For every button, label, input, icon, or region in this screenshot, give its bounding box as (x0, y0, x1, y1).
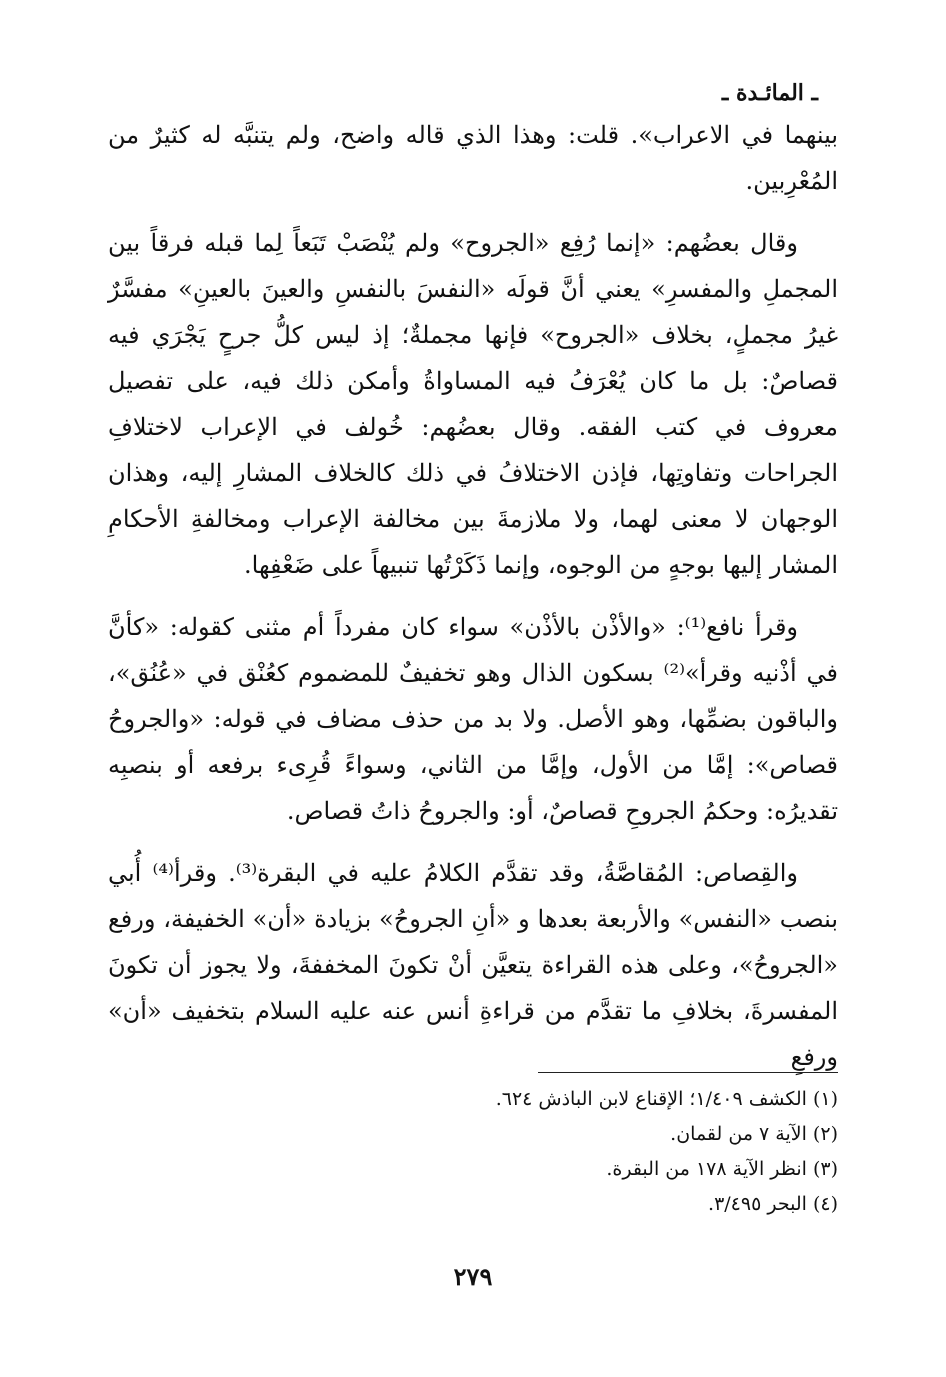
main-text (108, 112, 838, 1096)
footnote-3: (٣) انظر الآية ١٧٨ من البقرة. (606, 1158, 838, 1180)
paragraph-3: وقرأ نافع⁽¹⁾: «والأذْن بالأذْن» سواء كان مفرداً أم مثنى كقوله: «كأنَّ في أذْنيه وقرأ»⁽²⁾ بسكون الذال وهو تخفيفٌ للمضموم كعُنْق في «عُنُق»، والباقون بضمِّها، وهو الأصل. ولا بد من حذف مضاف في قوله: «والجروحُ قصاص»: إمَّا من الأول، وإمَّا من الثاني، وسواءً قُرِىء برفعه أو بنصبِه تقديرُه: وحكمُ الجروحِ قصاصٌ، أو: والجروحُ ذاتُ قصاص. (108, 613, 838, 825)
paragraph-2: وقال بعضُهم: «إنما رُفِع «الجروح» ولم يُنْصَبْ تَبَعاً لِما قبله فرقاً بين المجملِ والمفسرِ» يعني أنَّ قولَه «النفسَ بالنفسِ والعينَ بالعينِ» مفسَّرٌ غيرُ مجملٍ، بخلاف «الجروح» فإنها مجملةٌ؛ إذ ليس كلُّ جرحٍ يَجْرَي فيه قصاصٌ: بل ما كان يُعْرَفُ فيه المساواةُ وأمكن ذلك فيه، على تفصيل معروف في كتب الفقه. وقال بعضُهم: خُولف في الإعراب لاختلافِ الجراحات وتفاوتِها، فإذن الاختلافُ في ذلك كالخلاف المشارِ إليه، وهذان الوجهان لا معنى لهما، ولا ملازمةَ بين مخالفة الإعراب ومخالفةِ الأحكامِ المشار إليها بوجهٍ من الوجوه، وإنما ذَكَرْتُها تنبيهاً على ضَعْفِها. (108, 229, 838, 579)
page-number: ٢٧٩ (453, 1262, 493, 1291)
footnote-4: (٤) البحر ٣/٤٩٥. (708, 1193, 838, 1215)
paragraph-4: والقِصاص: المُقاصَّةُ، وقد تقدَّم الكلامُ عليه في البقرة⁽³⁾. وقرأ⁽⁴⁾ أُبي بنصب «النفس» والأربعة بعدها و «أنِ الجروحُ» بزيادة «أن» الخفيفة، ورفع «الجروحُ»، وعلى هذه القراءة يتعيَّن أنْ تكونَ المخففةَ، ولا يجوز أن تكونَ المفسرةَ، بخلافِ ما تقدَّم من قراءةِ أنس عنه عليه السلام بتخفيف «أن» ورفعِ (108, 859, 838, 1071)
footnote-1: (١) الكشف ١/٤٠٩؛ الإقناع لابن الباذش ٦٢٤. (495, 1088, 838, 1110)
footnotes (108, 1082, 838, 1222)
footnote-separator (538, 1072, 838, 1073)
paragraph-1: بينهما في الاعراب». قلت: وهذا الذي قاله واضح، ولم يتنبَّه له كثيرٌ من المُعْرِبين. (108, 121, 838, 195)
running-head: ـ المائـدة ـ (721, 80, 818, 106)
footnote-2: (٢) الآية ٧ من لقمان. (670, 1123, 838, 1145)
